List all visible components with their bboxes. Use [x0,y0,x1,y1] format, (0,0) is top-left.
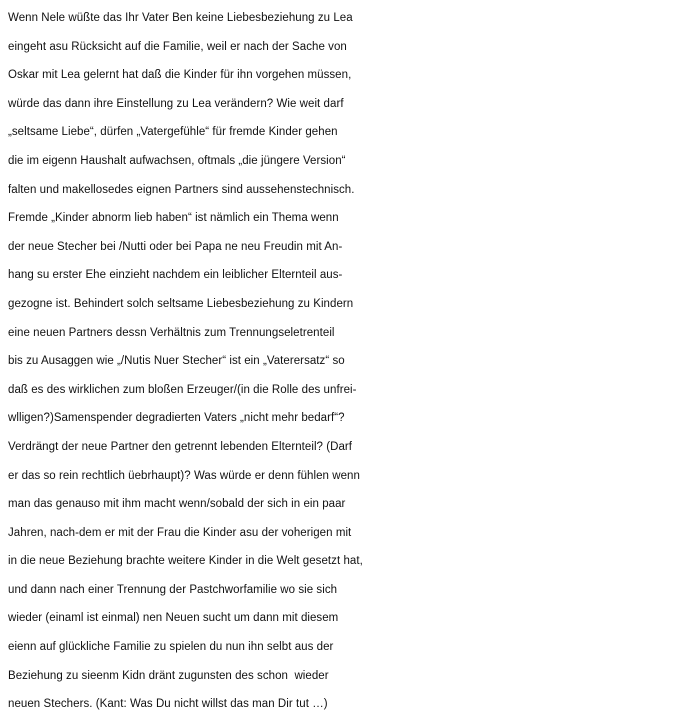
document-body [8,4,680,719]
text-line: eingeht asu Rücksicht auf die Familie, weil er nach der Sache von [8,40,347,53]
text-line: Fremde „Kinder abnorm lieb haben“ ist nämlich ein Thema wenn [8,212,339,225]
text-line: in die neue Beziehung brachte weitere Kinder in die Welt gesetzt hat, [8,555,363,568]
text-line: würde das dann ihre Einstellung zu Lea verändern? Wie weit darf [8,97,344,110]
text-line: eienn auf glückliche Familie zu spielen du nun ihn selbt aus der [8,641,334,654]
text-line: wieder (einaml ist einmal) nen Neuen sucht um dann mit diesem [8,612,339,625]
text-line: man das genauso mit ihm macht wenn/sobald der sich in ein paar [8,498,346,511]
text-line: Verdrängt der neue Partner den getrennt lebenden Elternteil? (Darf [8,440,353,453]
text-line: hang su erster Ehe einzieht nachdem ein leiblicher Elternteil aus- [8,269,343,282]
text-line: neuen Stechers. (Kant: Was Du nicht willst das man Dir tut …) [8,698,328,711]
text-line: bis zu Ausaggen wie „/Nutis Nuer Stecher“ ist ein „Vaterersatz“ so [8,355,345,368]
text-line: der neue Stecher bei /Nutti oder bei Papa ne neu Freudin mit An- [8,240,343,253]
text-line: gezogne ist. Behindert solch seltsame Liebesbeziehung zu Kindern [8,297,354,310]
text-line: „seltsame Liebe“, dürfen „Vatergefühle“ für fremde Kinder gehen [8,126,338,139]
text-line: falten und makellosedes eignen Partners sind aussehenstechnisch. [8,183,355,196]
text-line: und dann nach einer Trennung der Pastchworfamilie wo sie sich [8,583,338,596]
text-line: Beziehung zu sieenm Kidn dränt zugunsten des schon wieder [8,669,329,682]
text-line: Oskar mit Lea gelernt hat daß die Kinder für ihn vorgehen müssen, [8,69,352,82]
text-line: die im eigenn Haushalt aufwachsen, oftmals „die jüngere Version“ [8,154,346,167]
text-line: er das so rein rechtlich üebrhaupt)? Was würde er denn fühlen wenn [8,469,360,482]
text-line: wlligen?)Samenspender degradierten Vaters „nicht mehr bedarf“? [8,412,345,425]
text-line: daß es des wirklichen zum bloßen Erzeuger/(in die Rolle des unfrei- [8,383,357,396]
text-line: eine neuen Partners dessn Verhältnis zum Trennungseletrenteil [8,326,335,339]
text-line: Wenn Nele wüßte das Ihr Vater Ben keine Liebesbeziehung zu Lea [8,12,353,24]
text-line: Jahren, nach-dem er mit der Frau die Kinder asu der voherigen mit [8,526,352,539]
